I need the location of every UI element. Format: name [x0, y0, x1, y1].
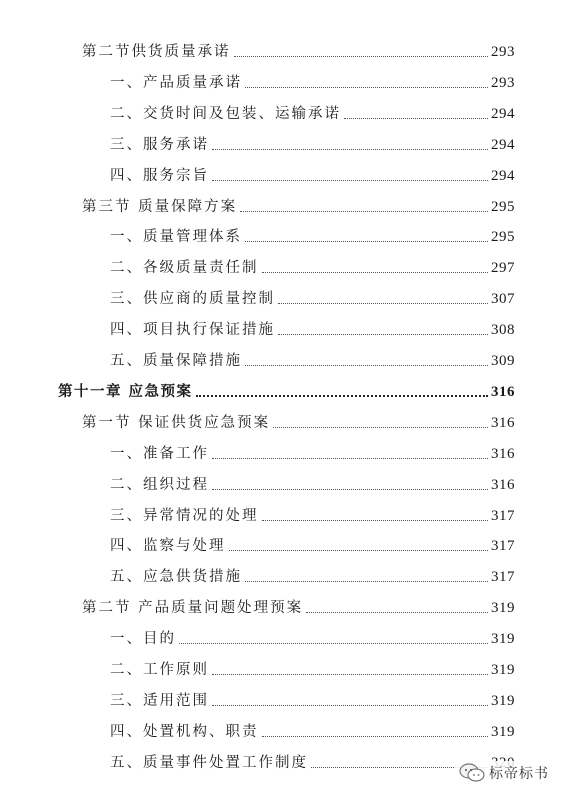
toc-subsection-entry [110, 256, 515, 280]
toc-dot-leader [306, 612, 488, 613]
toc-subsection-entry [110, 534, 515, 558]
toc-entry-title: 第二节供货质量承诺 [82, 44, 231, 60]
toc-dot-leader [262, 520, 489, 521]
toc-chapter-entry [58, 380, 515, 404]
toc-subsection-entry [110, 318, 515, 342]
toc-entry-title: 五、质量保障措施 [110, 353, 242, 369]
toc-entry-title: 四、监察与处理 [110, 538, 226, 555]
toc-dot-leader [278, 334, 488, 335]
wechat-icon [459, 763, 485, 783]
toc-entry-title: 二、交货时间及包装、运输承诺 [110, 105, 341, 122]
toc-subsection-entry [110, 473, 515, 497]
watermark-text: 标帝标书 [489, 766, 549, 782]
toc-subsection-entry [110, 720, 515, 744]
toc-entry-title: 第二节 产品质量问题处理预案 [82, 600, 304, 617]
toc-subsection-entry [110, 133, 515, 157]
toc-entry-title: 一、质量管理体系 [110, 229, 242, 246]
toc-page-number: 294 [491, 105, 515, 122]
toc-dot-leader [229, 550, 489, 551]
toc-page-number: 319 [491, 723, 515, 740]
toc-page-number: 319 [491, 600, 515, 617]
toc-subsection-entry [110, 71, 515, 95]
toc-subsection-entry [110, 442, 515, 466]
toc-dot-leader [240, 211, 488, 212]
toc-subsection-entry [110, 164, 515, 188]
toc-dot-leader [344, 118, 488, 119]
toc-dot-leader [212, 705, 488, 706]
toc-subsection-entry [110, 102, 515, 126]
toc-entry-title: 三、异常情况的处理 [110, 507, 259, 524]
toc-subsection-entry [110, 287, 515, 311]
toc-page-number: 294 [491, 167, 515, 184]
toc-entry-title: 一、产品质量承诺 [110, 74, 242, 91]
toc-page-number: 316 [491, 383, 515, 400]
toc-page-number: 316 [491, 476, 515, 493]
toc-dot-leader [212, 180, 488, 181]
toc-entry-title: 五、应急供货措施 [110, 569, 242, 586]
toc-subsection-entry [110, 349, 515, 373]
toc-dot-leader [273, 427, 488, 428]
toc-page-number: 316 [491, 414, 515, 431]
toc-dot-leader [212, 149, 488, 150]
toc-dot-leader [262, 736, 489, 737]
toc-entry-title: 二、各级质量责任制 [110, 260, 259, 277]
toc-entry-title: 一、准备工作 [110, 445, 209, 462]
toc-dot-leader [245, 581, 488, 582]
toc-dot-leader [245, 87, 488, 88]
toc-entry-title: 第一节 保证供货应急预案 [82, 414, 271, 431]
toc-page-number: 316 [491, 445, 515, 462]
toc-page-number: 317 [491, 507, 515, 524]
toc-dot-leader [212, 458, 488, 459]
toc-dot-leader [245, 365, 488, 366]
toc-page-number: 293 [491, 74, 515, 91]
toc-subsection-entry [110, 225, 515, 249]
toc-subsection-entry [110, 658, 515, 682]
toc-dot-leader [262, 272, 489, 273]
toc-page-number: 319 [491, 692, 515, 709]
toc-entry-title: 五、质量事件处置工作制度 [110, 754, 308, 771]
toc-entry-title: 二、工作原则 [110, 662, 209, 678]
toc-section-entry [82, 411, 515, 435]
toc-dot-leader [212, 489, 488, 490]
watermark [455, 761, 553, 785]
toc-dot-leader [245, 241, 488, 242]
toc-entry-title: 四、处置机构、职责 [110, 723, 259, 740]
toc-page-number: 295 [491, 229, 515, 246]
toc-entry-title: 三、适用范围 [110, 692, 209, 709]
toc-entry-title: 一、目的 [110, 631, 176, 648]
toc-dot-leader [196, 395, 488, 397]
toc-section-entry [82, 40, 515, 64]
toc-dot-leader [234, 56, 489, 57]
toc-dot-leader [212, 674, 488, 675]
toc-section-entry [82, 195, 515, 219]
toc-entry-title: 三、供应商的质量控制 [110, 291, 275, 308]
toc-page-number: 307 [491, 291, 515, 308]
toc-page-number: 308 [491, 322, 515, 339]
toc-page-number: 317 [491, 538, 515, 555]
toc-entry-title: 第十一章 应急预案 [58, 382, 193, 400]
toc-subsection-entry [110, 627, 515, 651]
toc-dot-leader [179, 643, 488, 644]
toc-subsection-entry [110, 504, 515, 528]
toc-page-number: 293 [491, 44, 515, 60]
toc-section-entry [82, 596, 515, 620]
toc-page-number: 317 [491, 569, 515, 586]
toc-page-number: 297 [491, 260, 515, 277]
toc-entry-title: 四、服务宗旨 [110, 167, 209, 184]
toc-subsection-entry [110, 689, 515, 713]
toc-entry-title: 第三节 质量保障方案 [82, 198, 238, 215]
toc-page-number: 309 [491, 353, 515, 369]
toc-page-number: 319 [491, 662, 515, 678]
toc-entry-title: 三、服务承诺 [110, 136, 209, 153]
toc-entry-title: 四、项目执行保证措施 [110, 322, 275, 339]
toc-entry-title: 二、组织过程 [110, 476, 209, 493]
toc-subsection-entry [110, 565, 515, 589]
toc-dot-leader [278, 303, 488, 304]
toc-page-number: 295 [491, 198, 515, 215]
toc-page-number: 294 [491, 136, 515, 153]
toc-page-number: 319 [491, 631, 515, 648]
